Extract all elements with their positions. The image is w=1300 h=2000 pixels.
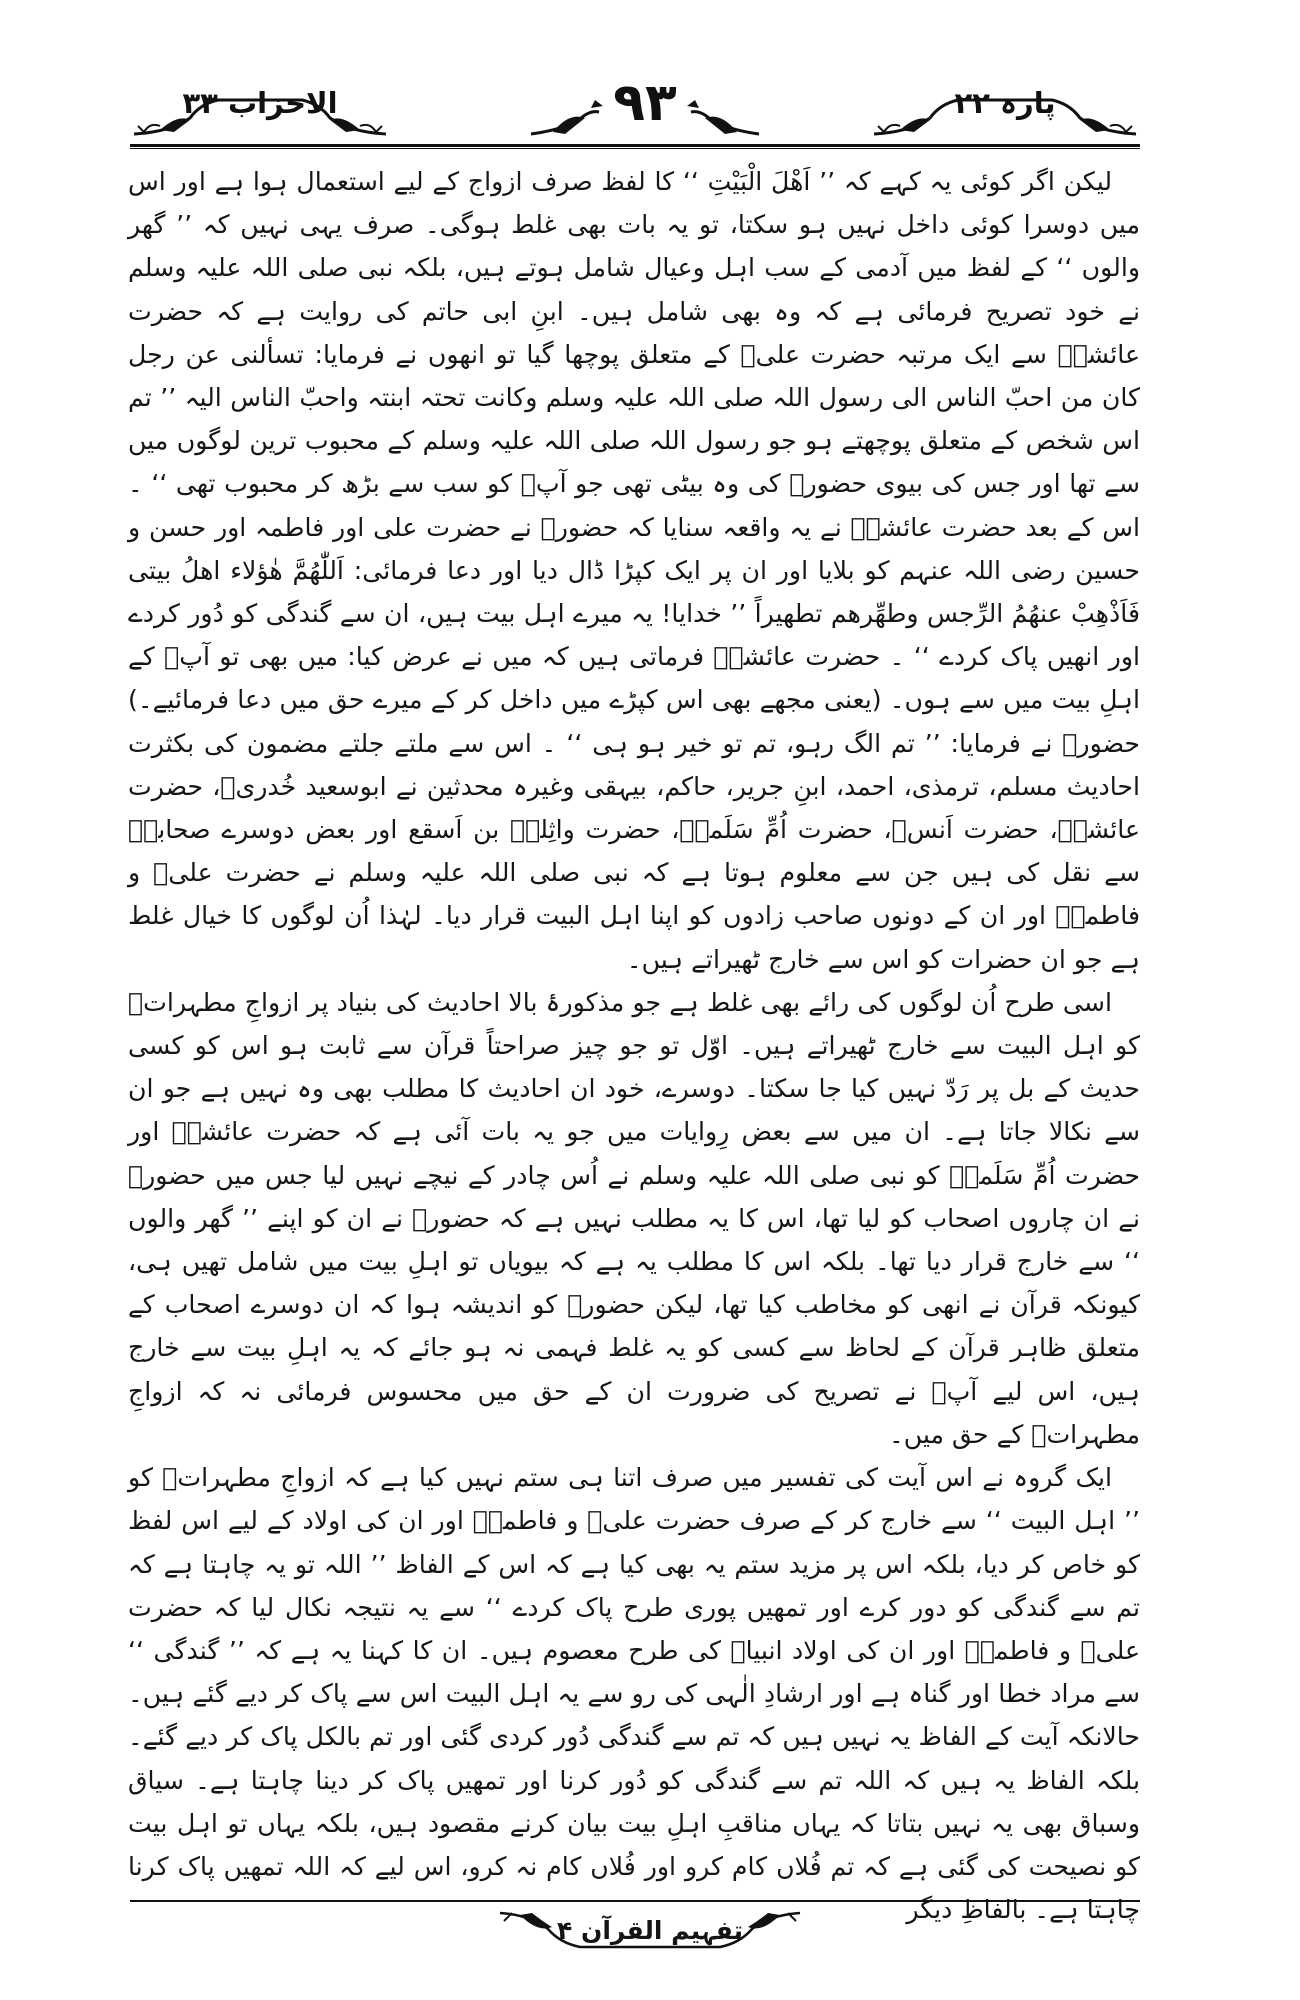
paragraph: اسی طرح اُن لوگوں کی رائے بھی غلط ہے جو مذکورۂ بالا احادیث کی بنیاد پر ازواجِ مطہراتؓ کو اہل البیت سے خارج ٹھیراتے ہیں۔ اوّل تو جو چیز صراحتاً قرآن سے ثابت ہو اس کو کسی حدیث کے بل پر رَدّ نہیں کیا جا سکتا۔ دوسرے، خود ان احادیث کا مطلب بھی وہ نہیں ہے جو ان سے نکالا جاتا ہے۔ ان میں سے بعض رِوایات میں جو یہ بات آئی ہے کہ حضرت عائشہؓ اور حضرت اُمِّ سَلَمہؓ کو نبی صلی اللہ علیہ وسلم نے اُس چادر کے نیچے نہیں لیا جس میں حضورؐ نے ان چاروں اصحاب کو لیا تھا، اس کا یہ مطلب نہیں ہے کہ حضورؐ نے ان کو اپنے ’’ گھر والوں ‘‘ سے خارج قرار دیا تھا۔ بلکہ اس کا مطلب یہ ہے کہ بیویاں تو اہلِ بیت میں شامل تھیں ہی، کیونکہ قرآن نے انھی کو مخاطب کیا تھا، لیکن حضورؐ کو اندیشہ ہوا کہ ان دوسرے اصحاب کے متعلق ظاہر قرآن کے لحاظ سے کسی کو یہ غلط فہمی نہ ہو جائے کہ یہ اہلِ بیت سے خارج ہیں، اس لیے آپؐ نے تصریح کی ضرورت ان کے حق میں محسوس فرمائی نہ کہ ازواجِ مطہراتؓ کے حق میں۔	[128, 987, 1140, 1449]
surah-label: الاحزاب ۳۳	[182, 85, 338, 120]
page-number-frame	[525, 60, 765, 145]
footer-rule	[130, 1900, 1140, 1902]
book-title: تفہیم القرآن ۴	[557, 1916, 743, 1945]
page-header	[130, 60, 1140, 145]
body-text	[128, 160, 1140, 1925]
para-label: پارہ ۲۲	[954, 85, 1056, 120]
page-number: ۹۳	[613, 72, 677, 133]
surah-label-frame	[130, 60, 390, 145]
page-footer	[490, 1903, 810, 1958]
para-label-frame	[870, 60, 1140, 145]
paragraph: ایک گروہ نے اس آیت کی تفسیر میں صرف اتنا ہی ستم نہیں کیا ہے کہ ازواجِ مطہراتؓ کو ’’ اہل البیت ‘‘ سے خارج کر کے صرف حضرت علیؓ و فاطمہؓ اور ان کی اولاد کے لیے اس لفظ کو خاص کر دیا، بلکہ اس پر مزید ستم یہ بھی کیا ہے کہ اس کے الفاظ ’’ اللہ تو یہ چاہتا ہے کہ تم سے گندگی کو دور کرے اور تمھیں پوری طرح پاک کردے ‘‘ سے یہ نتیجہ نکال لیا کہ حضرت علیؓ و فاطمہؓ اور ان کی اولاد انبیاؑ کی طرح معصوم ہیں۔ ان کا کہنا یہ ہے کہ ’’ گندگی ‘‘ سے مراد خطا اور گناہ ہے اور ارشادِ الٰہی کی رو سے یہ اہل البیت اس سے پاک کر دیے گئے ہیں۔ حالانکہ آیت کے الفاظ یہ نہیں ہیں کہ تم سے گندگی دُور کردی گئی اور تم بالکل پاک کر دیے گئے۔ بلکہ الفاظ یہ ہیں کہ اللہ تم سے گندگی کو دُور کرنا اور تمھیں پاک کر دینا چاہتا ہے۔ سیاق وسباق بھی یہ نہیں بتاتا کہ یہاں مناقبِ اہلِ بیت بیان کرنے مقصود ہیں، بلکہ یہاں تو اہل بیت کو نصیحت کی گئی ہے کہ تم فُلاں کام کرو اور فُلاں کام نہ کرو، اس لیے کہ اللہ تمھیں پاک کرنا چاہتا ہے۔ بالفاظِ دیگر	[128, 1463, 1140, 1925]
paragraph: لیکن اگر کوئی یہ کہے کہ ’’ اَھْلَ الْبَیْتِ ‘‘ کا لفظ صرف ازواج کے لیے استعمال ہوا ہے اور اس میں دوسرا کوئی داخل نہیں ہو سکتا، تو یہ بات بھی غلط ہوگی۔ صرف یہی نہیں کہ ’’ گھر والوں ‘‘ کے لفظ میں آدمی کے سب اہل وعیال شامل ہوتے ہیں، بلکہ نبی صلی اللہ علیہ وسلم نے خود تصریح فرمائی ہے کہ وہ بھی شامل ہیں۔ ابنِ ابی حاتم کی روایت ہے کہ حضرت عائشہؓ سے ایک مرتبہ حضرت علیؓ کے متعلق پوچھا گیا تو انھوں نے فرمایا: تسألنی عن رجل کان من احبّ الناس الی رسول اللہ صلی اللہ علیہ وسلم وکانت تحتہ ابنتہ واحبّ الناس الیہ ’’ تم اس شخص کے متعلق پوچھتے ہو جو رسول اللہ صلی اللہ علیہ وسلم کے محبوب ترین لوگوں میں سے تھا اور جس کی بیوی حضورؐ کی وہ بیٹی تھی جو آپؐ کو سب سے بڑھ کر محبوب تھی ‘‘ ۔ اس کے بعد حضرت عائشہؓ نے یہ واقعہ سنایا کہ حضورؐ نے حضرت علی اور فاطمہ اور حسن و حسین رضی اللہ عنہم کو بلایا اور ان پر ایک کپڑا ڈال دیا اور دعا فرمائی: اَللّٰھُمَّ ھٰؤلاء اھلُ بیتی فَاَذْھِبْ عنھُمُ الرِّجس وطھِّرھم تطھیراً ’’ خدایا! یہ میرے اہل بیت ہیں، ان سے گندگی کو دُور کردے اور انھیں پاک کردے ‘‘ ۔ حضرت عائشہؓ فرماتی ہیں کہ میں نے عرض کیا: میں بھی تو آپؐ کے اہلِ بیت میں سے ہوں۔ (یعنی مجھے بھی اس کپڑے میں داخل کر کے میرے حق میں دعا فرمائیے۔) حضورؐ نے فرمایا: ’’ تم الگ رہو، تم تو خیر ہو ہی ‘‘ ۔ اس سے ملتے جلتے مضمون کی بکثرت احادیث مسلم، ترمذی، احمد، ابنِ جریر، حاکم، بیہقی وغیرہ محدثین نے ابوسعید خُدریؓ، حضرت عائشہؓ، حضرت اَنسؓ، حضرت اُمِّ سَلَمہؓ، حضرت واثِلہؓ بن اَسقع اور بعض دوسرے صحابہؓ سے نقل کی ہیں جن سے معلوم ہوتا ہے کہ نبی صلی اللہ علیہ وسلم نے حضرت علیؓ و فاطمہؓ اور ان کے دونوں صاحب زادوں کو اپنا اہل البیت قرار دیا۔ لہٰذا اُن لوگوں کا خیال غلط ہے جو ان حضرات کو اس سے خارج ٹھیراتے ہیں۔	[128, 167, 1140, 974]
